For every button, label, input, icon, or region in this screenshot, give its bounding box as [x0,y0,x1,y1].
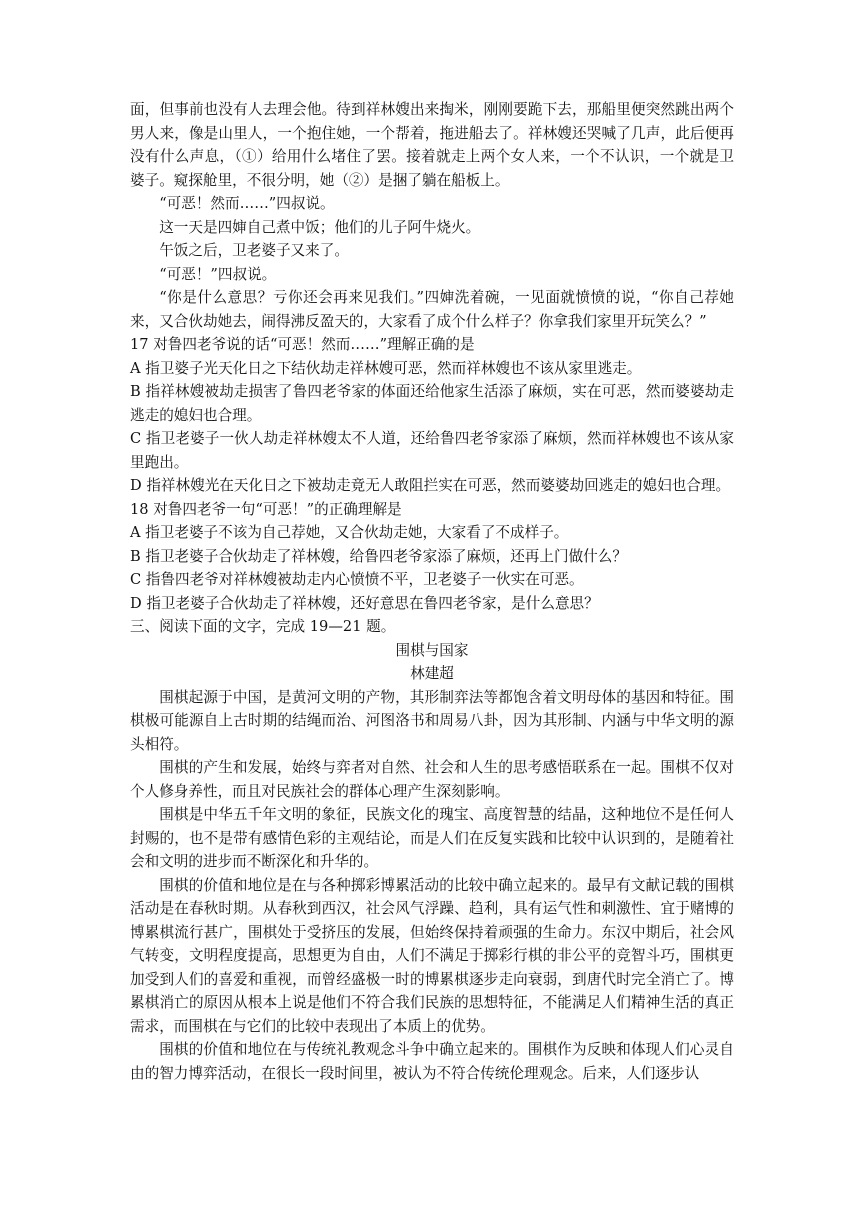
section-heading: 三、阅读下面的文字，完成 19—21 题。 [130,618,396,635]
question-17-option-d: D 指祥林嫂光在天化日之下被劫走竟无人敢阻拦实在可恶，然而婆婆劫回逃走的媳妇也合理。 [130,477,731,494]
article-author: 林建超 [410,665,454,682]
passage-paragraph: 面，但事前也没有人去理会他。待到祥林嫂出来掏米，刚刚要跪下去，那船里便突然跳出两个男人来，像是山里人，一个抱住她，一个帮着，拖进船去了。祥林嫂还哭喊了几声，此后便再没有什么声息，（①）给用什么堵住了罢。接着就走上两个女人来，一个不认识，一个就是卫婆子。窥探舱里，不很分明，她（②）是捆了躺在船板上。 [130,101,734,189]
question-18-option-b: B 指卫老婆子合伙劫走了祥林嫂，给鲁四老爷家添了麻烦，还再上门做什么？ [130,547,627,565]
article-paragraph: 围棋是中华五千年文明的象征，民族文化的瑰宝、高度智慧的结晶，这种地位不是任何人封赐的，也不是带有感情色彩的主观结论，而是人们在反复实践和比较中认识到的，是随着社会和文明的进步而不断深化和升华的。 [130,806,734,870]
passage-paragraph: “你是什么意思？亏你还会再来见我们。”四婶洗着碗，一见面就愤愤的说，“你自己荐她来，又合伙劫她去，闹得沸反盈天的，大家看了成个什么样子？你拿我们家里开玩笑么？” [130,289,734,330]
article-title: 围棋与国家 [395,641,469,659]
question-17-option-b: B 指祥林嫂被劫走损害了鲁四老爷家的体面还给他家生活添了麻烦，实在可恶，然而婆婆劫走逃走的媳妇也合理。 [130,383,734,424]
question-17-stem: 17 对鲁四老爷说的话“可恶！然而……”理解正确的是 [130,336,475,353]
article-paragraph: 围棋的价值和地位是在与各种掷彩博累活动的比较中确立起来的。最早有文献记载的围棋活动是在春秋时期。从春秋到西汉，社会风气浮躁、趋利，具有运气性和刺激性、宜于赌博的博累棋流行甚广，围棋处于受挤压的发展，但始终保持着顽强的生命力。东汉中期后，社会风气转变，文明程度提高，思想更为自由，人们不满足于掷彩行棋的非公平的竞智斗巧，围棋更加受到人们的喜爱和重视，而曾经盛极一时的博累棋逐步走向衰弱，到唐代时完全消亡了。博累棋消亡的原因从根本上说是他们不符合我们民族的思想特征，不能满足人们精神生活的真正需求，而围棋在与它们的比较中表现出了本质上的优势。 [130,876,734,1035]
question-17-option-c: C 指卫老婆子一伙人劫走祥林嫂太不人道，还给鲁四老爷家添了麻烦，然而祥林嫂也不该从家里跑出。 [130,430,734,471]
question-17-option-a: A 指卫婆子光天化日之下结伙劫走祥林嫂可恶，然而祥林嫂也不该从家里逃走。 [130,359,642,377]
question-18-option-d: D 指卫老婆子合伙劫走了祥林嫂，还好意思在鲁四老爷家，是什么意思？ [130,594,599,612]
passage-paragraph: 午饭之后，卫老婆子又来了。 [159,242,349,259]
passage-paragraph: “可恶！然而……”四叔说。 [159,195,335,212]
question-18-option-a: A 指卫老婆子不该为自己荐她，又合伙劫走她，大家看了不成样子。 [130,524,569,541]
question-18-stem: 18 对鲁四老爷一句“可恶！”的正确理解是 [130,500,402,518]
passage-paragraph: “可恶！”四叔说。 [159,265,277,283]
passage-paragraph: 这一天是四婶自己煮中饭；他们的儿子阿牛烧火。 [159,218,481,236]
article-paragraph: 围棋的产生和发展，始终与弈者对自然、社会和人生的思考感悟联系在一起。围棋不仅对个人修身养性，而且对民族社会的群体心理产生深刻影响。 [130,759,734,800]
article-paragraph: 围棋的价值和地位在与传统礼教观念斗争中确立起来的。围棋作为反映和体现人们心灵自由的智力博弈活动，在很长一段时间里，被认为不符合传统伦理观念。后来，人们逐步认 [130,1041,734,1082]
question-18-option-c: C 指鲁四老爷对祥林嫂被劫走内心愤愤不平，卫老婆子一伙实在可恶。 [130,571,584,588]
article-paragraph: 围棋起源于中国，是黄河文明的产物，其形制弈法等都饱含着文明母体的基因和特征。围棋极可能源自上古时期的结绳而治、河图洛书和周易八卦，因为其形制、内涵与中华文明的源头相符。 [130,688,734,753]
